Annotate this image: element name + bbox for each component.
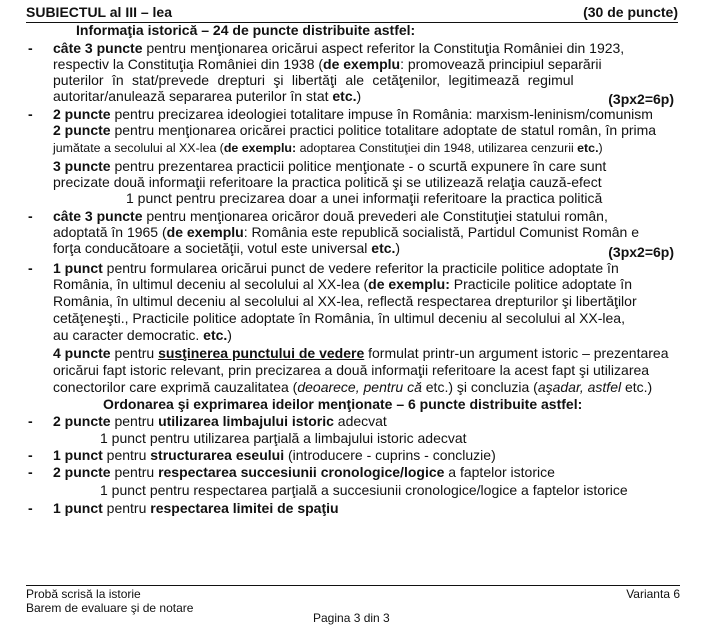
b4-line5: au caracter democratic. etc.) xyxy=(53,327,232,343)
bullet: - xyxy=(28,500,33,516)
b4-line1: 1 punct pentru formularea oricărui punct de vedere referitor la practicile politice adoptate în xyxy=(53,260,619,276)
b1-line2: respectiv la Constituţia României din 1938 (de exemplu: promovează principiul separării xyxy=(53,56,602,72)
bullet: - xyxy=(28,413,33,429)
b4-line6: 4 puncte pentru susţinerea punctului de vedere formulat printr-un argument istoric – prezentarea xyxy=(53,345,669,361)
o2-line1: 1 punct pentru structurarea eseului (introducere - cuprins - concluzie) xyxy=(53,447,496,463)
document-header xyxy=(26,4,678,23)
subject-title: SUBIECTUL al III – lea xyxy=(26,4,173,20)
b1-line4: autoritar/anulează separarea puterilor în stat etc.) xyxy=(53,88,362,104)
section-title-information: Informaţia istorică – 24 de puncte distribuite astfel: xyxy=(76,22,416,38)
b3-score: (3px2=6p) xyxy=(608,244,674,260)
o1-line1: 2 puncte pentru utilizarea limbajului istoric adecvat xyxy=(53,413,387,429)
o3-line2: 1 punct pentru respectarea parţială a succesiunii cronologice/logice a faptelor istorice xyxy=(100,482,628,498)
b2-line2: 2 puncte pentru menţionarea oricărei practici politice totalitare adoptate de statul român, în prima xyxy=(53,122,657,138)
b1-line1: câte 3 puncte pentru menţionarea oricărui aspect referitor la Constituţia României din 1923, xyxy=(53,40,625,56)
bullet: - xyxy=(28,260,33,276)
bullet: - xyxy=(28,447,33,463)
subject-points: (30 de puncte) xyxy=(583,4,678,20)
b2-line6: 1 punct pentru precizarea doar a unei informaţii referitoare la practica politică xyxy=(126,190,603,206)
b4-line8: conectorilor care exprimă cauzalitatea (deoarece, pentru că etc.) şi concluzia (aşadar, astfel etc.) xyxy=(53,379,653,395)
b1-line3: puterilor în stat/prevede drepturi şi libertăţi ale cetăţenilor, legitimează regimul xyxy=(53,72,574,88)
footer-grading-scheme: Barem de evaluare şi de notare xyxy=(26,601,194,615)
b4-line4: cetăţeneşti., Practicile politice adoptate în România, în ultimul deceniu al secolului al XX-lea, xyxy=(53,310,625,326)
b3-line3: forţa conducătoare a societăţii, votul este universal etc.) xyxy=(53,240,401,256)
o1-line2: 1 punct pentru utilizarea parţială a limbajului istoric adecvat xyxy=(100,430,467,446)
b2-line4: 3 puncte pentru prezentarea practicii politice menţionate - o scurtă expunere în care sunt xyxy=(53,158,607,174)
b3-line1: câte 3 puncte pentru menţionarea oricăror două prevederi ale Constituţiei statului român, xyxy=(53,208,608,224)
footer-variant: Varianta 6 xyxy=(626,587,680,601)
b2-line5: precizate două informaţii referitoare la practica politică şi se utilizează relaţia cauză-efect xyxy=(53,174,602,190)
section-title-ordering: Ordonarea şi exprimarea ideilor menţionate – 6 puncte distribuite astfel: xyxy=(103,396,583,412)
b2-line3: jumătate a secolului al XX-lea (de exemplu: adoptarea Constituţiei din 1948, utilizarea cenzurii etc.) xyxy=(53,141,603,155)
b4-line2: România, în ultimul deceniu al secolului al XX-lea (de exemplu: Practicile politice adoptate în xyxy=(53,276,632,292)
b2-line1: 2 puncte pentru precizarea ideologiei totalitare impuse în România: marxism-leninism/comunism xyxy=(53,106,653,122)
bullet: - xyxy=(28,464,33,480)
o4-line1: 1 punct pentru respectarea limitei de spaţiu xyxy=(53,500,339,516)
b3-line2: adoptată în 1965 (de exemplu: România este republică socialistă, Partidul Comunist Român e xyxy=(53,224,639,240)
o3-line1: 2 puncte pentru respectarea succesiunii cronologice/logice a faptelor istorice xyxy=(53,464,555,480)
bullet: - xyxy=(28,106,33,122)
bullet: - xyxy=(28,40,33,56)
footer-exam-name: Probă scrisă la istorie xyxy=(26,587,141,601)
b4-line7: oricărui fapt istoric relevant, prin precizarea a două informaţii referitoare la acest fapt şi utilizarea xyxy=(53,362,650,378)
b1-score: (3px2=6p) xyxy=(608,91,674,107)
bullet: - xyxy=(28,208,33,224)
document-footer xyxy=(26,585,680,615)
b4-line3: România, în ultimul deceniu al secolului al XX-lea, reflectă respectarea drepturilor şi libertăţilor xyxy=(53,293,637,309)
page-number: Pagina 3 din 3 xyxy=(313,611,390,625)
